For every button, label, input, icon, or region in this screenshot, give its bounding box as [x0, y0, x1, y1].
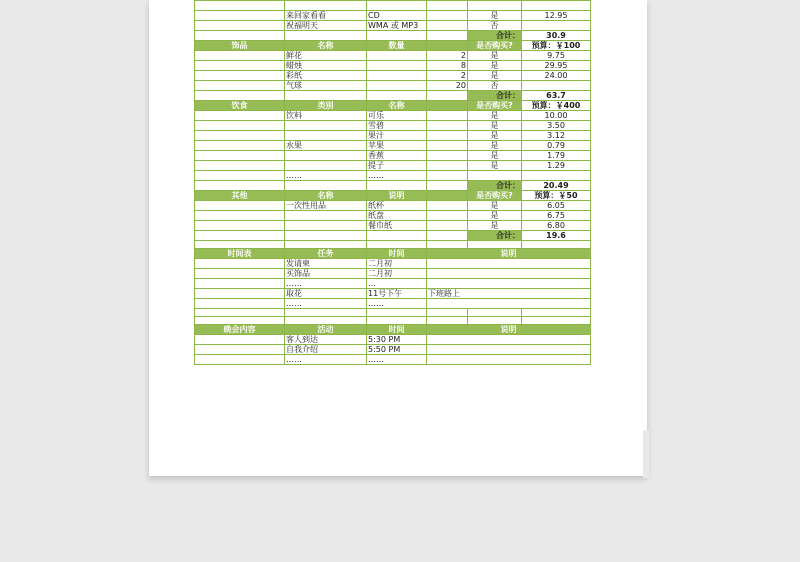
purchase-status-cell: 是	[468, 111, 522, 121]
header-cell: 时间表	[195, 249, 285, 259]
empty-cell	[285, 231, 367, 241]
item-name-cell: 来回家看看	[285, 11, 367, 21]
total-value: 20.49	[522, 181, 591, 191]
empty-cell	[427, 317, 468, 325]
purchase-status-cell: 是	[468, 121, 522, 131]
header-cell: 是否购买?	[468, 191, 522, 201]
note-cell	[427, 299, 591, 309]
section-cell	[195, 269, 285, 279]
purchase-status-cell: 是	[468, 161, 522, 171]
header-cell: 名称	[285, 41, 367, 51]
purchase-status-cell: 是	[468, 151, 522, 161]
price-cell: 0.79	[522, 141, 591, 151]
purchase-status-cell: 是	[468, 61, 522, 71]
purchase-status-cell: 是	[468, 51, 522, 61]
empty-cell	[522, 309, 591, 317]
page-edge-notch	[643, 430, 649, 478]
time-cell: 二月初	[367, 269, 427, 279]
header-cell: 其他	[195, 191, 285, 201]
detail-cell: 纸盘	[367, 211, 427, 221]
purchase-status-cell	[468, 1, 522, 11]
note-cell	[427, 279, 591, 289]
note-cell: 下班路上	[427, 289, 591, 299]
total-row	[195, 231, 591, 241]
detail-cell: 可乐	[367, 111, 427, 121]
price-cell	[522, 1, 591, 11]
section-cell	[195, 279, 285, 289]
empty-cell	[285, 91, 367, 101]
empty-cell	[427, 241, 468, 249]
header-cell: 饰品	[195, 41, 285, 51]
empty-cell	[195, 317, 285, 325]
item-name-cell	[285, 131, 367, 141]
header-cell: 时间	[367, 325, 427, 335]
quantity-cell	[427, 111, 468, 121]
empty-cell	[367, 241, 427, 249]
empty-cell	[427, 31, 468, 41]
empty-cell	[367, 309, 427, 317]
item-name-cell: 蜡烛	[285, 61, 367, 71]
empty-cell	[522, 241, 591, 249]
purchase-status-cell: 是	[468, 221, 522, 231]
table-row	[195, 171, 591, 181]
note-cell	[427, 335, 591, 345]
empty-cell	[468, 317, 522, 325]
task-cell: 买饰品	[285, 269, 367, 279]
price-cell: 9.75	[522, 51, 591, 61]
table-row	[195, 121, 591, 131]
total-value: 19.6	[522, 231, 591, 241]
empty-cell	[195, 31, 285, 41]
task-cell: 自我介绍	[285, 345, 367, 355]
section-cell	[195, 51, 285, 61]
note-cell	[427, 259, 591, 269]
purchase-status-cell: 是	[468, 131, 522, 141]
empty-cell	[427, 91, 468, 101]
quantity-cell	[427, 211, 468, 221]
empty-cell	[195, 241, 285, 249]
section-header-row	[195, 325, 591, 335]
detail-cell	[367, 61, 427, 71]
empty-cell	[285, 31, 367, 41]
price-cell: 24.00	[522, 71, 591, 81]
item-name-cell	[285, 161, 367, 171]
header-cell: 饮食	[195, 101, 285, 111]
item-name-cell: 鲜花	[285, 51, 367, 61]
quantity-cell	[427, 151, 468, 161]
empty-cell	[367, 31, 427, 41]
section-cell	[195, 141, 285, 151]
time-cell: 5:30 PM	[367, 335, 427, 345]
empty-cell	[285, 317, 367, 325]
detail-cell: 提子	[367, 161, 427, 171]
table-row	[195, 279, 591, 289]
empty-cell	[367, 181, 427, 191]
section-cell	[195, 21, 285, 31]
section-cell	[195, 211, 285, 221]
table-row	[195, 131, 591, 141]
table-row	[195, 289, 591, 299]
table-row	[195, 11, 591, 21]
section-cell	[195, 111, 285, 121]
quantity-cell	[427, 131, 468, 141]
detail-cell: WMA 或 MP3	[367, 21, 427, 31]
budget-label: 预算：￥400	[522, 101, 591, 111]
section-cell	[195, 289, 285, 299]
total-label: 合计：	[468, 181, 522, 191]
header-cell: 名称	[285, 191, 367, 201]
time-cell: 11号下午	[367, 289, 427, 299]
note-cell	[427, 269, 591, 279]
price-cell	[522, 171, 591, 181]
header-cell: 说明	[367, 191, 427, 201]
task-cell: 取花	[285, 289, 367, 299]
item-name-cell	[285, 211, 367, 221]
note-cell	[427, 355, 591, 365]
header-cell: 类别	[285, 101, 367, 111]
header-cell: 名称	[367, 101, 427, 111]
table-row	[195, 71, 591, 81]
task-cell: ……	[285, 279, 367, 289]
table-row	[195, 335, 591, 345]
header-cell: 说明	[427, 249, 591, 259]
quantity-cell	[427, 11, 468, 21]
quantity-cell: 2	[427, 51, 468, 61]
purchase-status-cell: 是	[468, 11, 522, 21]
price-cell: 10.00	[522, 111, 591, 121]
header-cell: 任务	[285, 249, 367, 259]
spacer-row	[195, 241, 591, 249]
price-cell: 1.79	[522, 151, 591, 161]
purchase-status-cell: 是	[468, 211, 522, 221]
empty-cell	[195, 181, 285, 191]
price-cell: 6.05	[522, 201, 591, 211]
note-cell	[427, 345, 591, 355]
header-cell	[427, 101, 468, 111]
detail-cell	[367, 1, 427, 11]
item-name-cell: 彩纸	[285, 71, 367, 81]
total-value: 30.9	[522, 31, 591, 41]
empty-cell	[285, 309, 367, 317]
purchase-status-cell: 否	[468, 81, 522, 91]
item-name-cell	[285, 221, 367, 231]
header-cell: 是否购买?	[468, 101, 522, 111]
empty-cell	[195, 309, 285, 317]
table-row	[195, 211, 591, 221]
header-cell: 是否购买?	[468, 41, 522, 51]
section-header-row	[195, 41, 591, 51]
detail-cell: 香蕉	[367, 151, 427, 161]
section-cell	[195, 61, 285, 71]
table-row	[195, 201, 591, 211]
section-cell	[195, 161, 285, 171]
price-cell	[522, 21, 591, 31]
table-row	[195, 61, 591, 71]
section-cell	[195, 1, 285, 11]
detail-cell	[367, 51, 427, 61]
detail-cell: ……	[367, 171, 427, 181]
total-row	[195, 31, 591, 41]
spacer-row	[195, 317, 591, 325]
empty-cell	[367, 91, 427, 101]
time-cell: 5:50 PM	[367, 345, 427, 355]
section-cell	[195, 335, 285, 345]
task-cell: 客人到达	[285, 335, 367, 345]
section-cell	[195, 171, 285, 181]
table-row	[195, 259, 591, 269]
party-planning-sheet	[194, 0, 591, 365]
empty-cell	[468, 309, 522, 317]
spacer-row	[195, 309, 591, 317]
item-name-cell: 气球	[285, 81, 367, 91]
header-cell: 活动	[285, 325, 367, 335]
empty-cell	[427, 181, 468, 191]
price-cell: 1.29	[522, 161, 591, 171]
header-cell: 时间	[367, 249, 427, 259]
item-name-cell	[285, 121, 367, 131]
section-cell	[195, 201, 285, 211]
quantity-cell	[427, 1, 468, 11]
total-row	[195, 181, 591, 191]
section-cell	[195, 221, 285, 231]
detail-cell: 苹果	[367, 141, 427, 151]
detail-cell: 雪碧	[367, 121, 427, 131]
detail-cell	[367, 81, 427, 91]
total-row	[195, 91, 591, 101]
section-cell	[195, 259, 285, 269]
price-cell: 3.50	[522, 121, 591, 131]
empty-cell	[195, 91, 285, 101]
detail-cell: CD	[367, 11, 427, 21]
price-cell: 12.95	[522, 11, 591, 21]
detail-cell	[367, 71, 427, 81]
purchase-status-cell: 否	[468, 21, 522, 31]
header-cell: 晚会内容	[195, 325, 285, 335]
price-cell: 6.80	[522, 221, 591, 231]
time-cell: 二月初	[367, 259, 427, 269]
table-row	[195, 345, 591, 355]
section-cell	[195, 11, 285, 21]
section-cell	[195, 345, 285, 355]
empty-cell	[427, 231, 468, 241]
item-name-cell	[285, 151, 367, 161]
table-row	[195, 111, 591, 121]
item-name-cell: 水果	[285, 141, 367, 151]
quantity-cell: 8	[427, 61, 468, 71]
task-cell: ……	[285, 355, 367, 365]
section-header-row	[195, 249, 591, 259]
total-label: 合计：	[468, 31, 522, 41]
empty-cell	[285, 181, 367, 191]
empty-cell	[285, 241, 367, 249]
empty-cell	[367, 317, 427, 325]
table-row	[195, 151, 591, 161]
header-cell: 数量	[367, 41, 427, 51]
quantity-cell: 20	[427, 81, 468, 91]
item-name-cell: ……	[285, 171, 367, 181]
section-header-row	[195, 101, 591, 111]
table-row	[195, 221, 591, 231]
quantity-cell	[427, 221, 468, 231]
empty-cell	[195, 231, 285, 241]
empty-cell	[367, 231, 427, 241]
quantity-cell	[427, 121, 468, 131]
detail-cell: 餐巾纸	[367, 221, 427, 231]
item-name-cell: 一次性用品	[285, 201, 367, 211]
section-header-row	[195, 191, 591, 201]
detail-cell: 果汁	[367, 131, 427, 141]
section-cell	[195, 299, 285, 309]
time-cell: ……	[367, 355, 427, 365]
section-cell	[195, 71, 285, 81]
table-row	[195, 161, 591, 171]
price-cell	[522, 81, 591, 91]
purchase-status-cell	[468, 171, 522, 181]
section-cell	[195, 151, 285, 161]
task-cell: 发请柬	[285, 259, 367, 269]
section-cell	[195, 355, 285, 365]
price-cell: 3.12	[522, 131, 591, 141]
quantity-cell	[427, 161, 468, 171]
section-cell	[195, 121, 285, 131]
empty-cell	[427, 309, 468, 317]
task-cell: ……	[285, 299, 367, 309]
table-row	[195, 269, 591, 279]
budget-label: 预算：￥100	[522, 41, 591, 51]
document-page	[149, 0, 647, 476]
table-row	[195, 141, 591, 151]
total-label: 合计：	[468, 231, 522, 241]
section-cell	[195, 131, 285, 141]
price-cell: 6.75	[522, 211, 591, 221]
header-cell	[427, 41, 468, 51]
section-cell	[195, 81, 285, 91]
table-row	[195, 299, 591, 309]
purchase-status-cell: 是	[468, 141, 522, 151]
item-name-cell: 祝福明天	[285, 21, 367, 31]
table-row	[195, 1, 591, 11]
item-name-cell: 饮料	[285, 111, 367, 121]
budget-label: 预算：￥50	[522, 191, 591, 201]
total-label: 合计：	[468, 91, 522, 101]
quantity-cell	[427, 141, 468, 151]
time-cell: …	[367, 279, 427, 289]
quantity-cell	[427, 21, 468, 31]
quantity-cell: 2	[427, 71, 468, 81]
price-cell: 29.95	[522, 61, 591, 71]
quantity-cell	[427, 201, 468, 211]
empty-cell	[468, 241, 522, 249]
table-row	[195, 51, 591, 61]
item-name-cell	[285, 1, 367, 11]
table-row	[195, 81, 591, 91]
time-cell: ……	[367, 299, 427, 309]
purchase-status-cell: 是	[468, 71, 522, 81]
total-value: 63.7	[522, 91, 591, 101]
header-cell: 说明	[427, 325, 591, 335]
purchase-status-cell: 是	[468, 201, 522, 211]
quantity-cell	[427, 171, 468, 181]
header-cell	[427, 191, 468, 201]
table-row	[195, 21, 591, 31]
empty-cell	[522, 317, 591, 325]
detail-cell: 纸杯	[367, 201, 427, 211]
table-row	[195, 355, 591, 365]
